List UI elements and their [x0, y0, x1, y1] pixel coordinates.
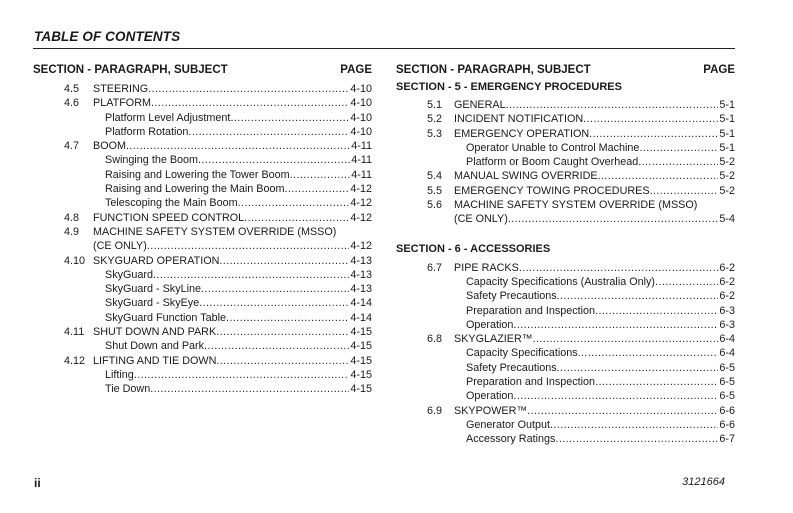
entry-number: 5.6: [427, 199, 443, 212]
entry-page: 5-2: [719, 184, 735, 197]
entry-title: Platform Rotation: [105, 125, 189, 138]
entry-title: Platform or Boom Caught Overhead: [466, 156, 639, 169]
dot-leader: [216, 354, 349, 368]
dot-leader: [244, 211, 349, 225]
dot-leader: [201, 282, 349, 296]
dot-leader: [533, 332, 719, 346]
entry-title: LIFTING AND TIE DOWN: [93, 354, 217, 367]
entry-page: 6-4: [719, 333, 735, 346]
entry-page: 4-10: [350, 97, 372, 110]
toc-entry: [396, 169, 735, 183]
toc-entry: [33, 268, 372, 282]
section-heading: SECTION - 6 - ACCESSORIES: [396, 242, 551, 255]
entry-page: 4-14: [350, 311, 372, 324]
toc-entry: [396, 332, 735, 346]
entry-number: 5.5: [427, 184, 443, 197]
entry-title: Telescoping the Main Boom: [105, 197, 238, 210]
dot-leader: [557, 289, 719, 303]
toc-entry: [396, 198, 735, 212]
column-heading: SECTION - PARAGRAPH, SUBJECT: [33, 64, 228, 76]
toc-entry: [396, 346, 735, 360]
entry-number: 4.5: [64, 83, 80, 95]
dot-leader: [598, 169, 719, 183]
dot-leader: [527, 404, 718, 418]
entry-title: Operation: [466, 390, 514, 403]
entry-title: SKYPOWER™: [454, 404, 528, 417]
toc-entry: [33, 296, 372, 310]
dot-leader: [147, 239, 350, 253]
dot-leader: [639, 141, 718, 155]
section-heading: SECTION - 5 - EMERGENCY PROCEDURES: [396, 81, 622, 93]
section-spacer: [396, 227, 735, 241]
entry-title: FUNCTION SPEED CONTROL: [93, 211, 245, 224]
entry-page: 4-12: [350, 197, 372, 210]
entry-page: 4-15: [350, 340, 372, 353]
dot-leader: [150, 382, 349, 396]
entry-number: 4.10: [64, 254, 86, 267]
entry-title: SKYGLAZIER™: [454, 333, 533, 346]
entry-title: EMERGENCY OPERATION: [454, 127, 590, 140]
dot-leader: [284, 182, 349, 196]
entry-page: 5-2: [719, 170, 735, 183]
toc-entry: [396, 112, 735, 126]
toc-entry: [33, 382, 372, 396]
dot-leader: [595, 304, 718, 318]
dot-leader: [238, 196, 350, 210]
entry-page: 4-15: [350, 383, 372, 396]
entry-page: 4-10: [350, 83, 372, 95]
entry-page: 6-3: [719, 304, 735, 317]
dot-leader: [506, 98, 719, 112]
entry-page: 4-11: [351, 168, 372, 181]
dot-leader: [513, 389, 718, 403]
entry-number: 6.9: [427, 404, 443, 417]
entry-title: Lifting: [105, 368, 134, 381]
entry-title: (CE ONLY): [93, 240, 147, 253]
dot-leader: [153, 268, 349, 282]
toc-entry: [33, 139, 372, 153]
entry-title: Platform Level Adjustment: [105, 111, 231, 124]
dot-leader: [226, 311, 349, 325]
toc-entry: [33, 225, 372, 239]
entry-number: 4.6: [64, 97, 80, 110]
entry-page: 6-7: [719, 433, 735, 446]
entry-page: 6-5: [719, 361, 735, 374]
entry-page: 4-15: [350, 368, 372, 381]
entry-title: Preparation and Inspection: [466, 376, 596, 389]
entry-page: 4-12: [350, 240, 372, 253]
dot-leader: [126, 139, 350, 153]
entry-page: 4-14: [350, 297, 372, 310]
toc-entry: [396, 261, 735, 275]
dot-leader: [148, 82, 349, 96]
toc-entry: [396, 98, 735, 112]
entry-number: 4.11: [64, 326, 85, 339]
entry-title: SHUT DOWN AND PARK: [93, 326, 217, 339]
entry-title: Capacity Specifications (Australia Only): [466, 275, 656, 288]
entry-title: MANUAL SWING OVERRIDE: [454, 170, 598, 183]
entry-number: 4.8: [64, 211, 80, 224]
entry-page: 4-11: [351, 154, 372, 167]
page-title: TABLE OF CONTENTS: [34, 29, 181, 44]
entry-title: Capacity Specifications: [466, 347, 578, 360]
toc-entry: [33, 125, 372, 139]
dot-leader: [578, 346, 719, 360]
entry-number: 6.8: [427, 333, 443, 346]
entry-page: 4-10: [350, 111, 372, 124]
entry-page: 5-1: [719, 99, 735, 111]
toc-entry: [33, 182, 372, 196]
entry-title: (CE ONLY): [454, 213, 508, 226]
toc-entry: [33, 153, 372, 167]
toc-entry: [33, 311, 372, 325]
dot-leader: [557, 361, 719, 375]
entry-title: GENERAL: [454, 99, 506, 111]
entry-title: SKYGUARD OPERATION: [93, 254, 220, 267]
entry-title: MACHINE SAFETY SYSTEM OVERRIDE (MSSO): [454, 199, 698, 212]
entry-page: 4-13: [350, 254, 372, 267]
entry-number: 5.4: [427, 170, 443, 183]
entry-page: 5-1: [719, 127, 735, 140]
dot-leader: [199, 296, 349, 310]
entry-title: EMERGENCY TOWING PROCEDURES: [454, 184, 650, 197]
toc-entry: [33, 368, 372, 382]
entry-title: SkyGuard Function Table: [105, 311, 227, 324]
toc-list: [396, 261, 735, 447]
entry-title: PIPE RACKS: [454, 261, 519, 274]
dot-leader: [555, 432, 718, 446]
toc-entry: [33, 96, 372, 110]
entry-page: 4-13: [350, 283, 372, 296]
entry-title: Operation: [466, 318, 514, 331]
dot-leader: [198, 153, 350, 167]
entry-number: 5.3: [427, 127, 443, 140]
entry-page: 4-12: [350, 211, 372, 224]
toc-entry: [396, 361, 735, 375]
entry-title: Swinging the Boom: [105, 154, 199, 167]
entry-title: Accessory Ratings: [466, 433, 556, 446]
toc-column-left: [33, 64, 372, 397]
entry-page: 6-6: [719, 418, 735, 431]
dot-leader: [550, 418, 718, 432]
dot-leader: [151, 96, 349, 110]
dot-leader: [188, 125, 349, 139]
toc-entry: [33, 354, 372, 368]
entry-title: SkyGuard - SkyLine: [105, 283, 202, 296]
entry-number: 5.2: [427, 113, 443, 126]
entry-page: 6-2: [719, 275, 735, 288]
entry-title: Operator Unable to Control Machine: [466, 141, 640, 154]
title-rule: [33, 48, 735, 49]
toc-entry: [33, 325, 372, 339]
toc-entry: [33, 254, 372, 268]
column-header: [396, 64, 735, 82]
dot-leader: [589, 127, 718, 141]
dot-leader: [134, 368, 350, 382]
dot-leader: [219, 254, 349, 268]
entry-page: 5-4: [719, 213, 735, 226]
toc-entry: [33, 339, 372, 353]
entry-title: SkyGuard: [105, 268, 154, 281]
toc-entry: [396, 375, 735, 389]
entry-page: 6-5: [719, 376, 735, 389]
toc-entry: [396, 184, 735, 198]
document-number: 3121664: [682, 476, 725, 488]
entry-page: 6-2: [719, 290, 735, 303]
column-heading: SECTION - PARAGRAPH, SUBJECT: [396, 64, 591, 76]
entry-title: Tie Down: [105, 383, 151, 396]
dot-leader: [290, 168, 351, 182]
entry-page: 6-4: [719, 347, 735, 360]
toc-entry: [33, 211, 372, 225]
entry-title: SkyGuard - SkyEye: [105, 297, 200, 310]
entry-page: 4-10: [350, 125, 372, 138]
entry-number: 5.1: [427, 99, 443, 111]
entry-title: Preparation and Inspection: [466, 304, 596, 317]
entry-title: Raising and Lowering the Tower Boom: [105, 168, 290, 181]
dot-leader: [230, 111, 349, 125]
column-header: [33, 64, 372, 82]
dot-leader: [513, 318, 718, 332]
entry-title: MACHINE SAFETY SYSTEM OVERRIDE (MSSO): [93, 225, 337, 238]
entry-title: Shut Down and Park: [105, 340, 205, 353]
toc-entry: [396, 212, 735, 226]
entry-title: Safety Precautions: [466, 290, 557, 303]
entry-page: 5-1: [719, 141, 735, 154]
toc-entry: [33, 168, 372, 182]
entry-page: 4-15: [350, 326, 372, 339]
dot-leader: [508, 212, 719, 226]
dot-leader: [204, 339, 349, 353]
entry-page: 5-1: [719, 113, 735, 126]
entry-number: 4.9: [64, 225, 80, 238]
toc-entry: [396, 155, 735, 169]
dot-leader: [638, 155, 718, 169]
toc-entry: [396, 418, 735, 432]
entry-title: Safety Precautions: [466, 361, 557, 374]
entry-page: 4-12: [350, 183, 372, 196]
toc-entry: [33, 239, 372, 253]
toc-list: [33, 82, 372, 397]
entry-page: 6-6: [719, 404, 735, 417]
entry-page: 4-11: [351, 140, 372, 153]
toc-entry: [33, 82, 372, 96]
toc-entry: [396, 127, 735, 141]
toc-entry: [396, 432, 735, 446]
toc-entry: [396, 318, 735, 332]
dot-leader: [595, 375, 718, 389]
toc-entry: [396, 275, 735, 289]
toc-entry: [396, 289, 735, 303]
entry-title: STEERING: [93, 83, 149, 95]
entry-page: 6-2: [719, 261, 735, 274]
page-number: ii: [34, 476, 41, 490]
toc-entry: [396, 404, 735, 418]
page-label: PAGE: [340, 64, 372, 76]
page-label: PAGE: [703, 64, 735, 76]
entry-title: BOOM: [93, 140, 126, 153]
toc-entry: [396, 141, 735, 155]
entry-page: 5-2: [719, 156, 735, 169]
dot-leader: [519, 261, 719, 275]
toc-entry: [33, 282, 372, 296]
dot-leader: [650, 184, 719, 198]
entry-title: PLATFORM: [93, 97, 151, 110]
toc-entry: [33, 196, 372, 210]
dot-leader: [583, 112, 718, 126]
entry-page: 4-15: [350, 354, 372, 367]
entry-title: Generator Output: [466, 418, 551, 431]
toc-list: [396, 98, 735, 227]
entry-page: 4-13: [350, 268, 372, 281]
entry-title: INCIDENT NOTIFICATION: [454, 113, 584, 126]
toc-entry: [33, 111, 372, 125]
toc-entry: [396, 389, 735, 403]
dot-leader: [216, 325, 349, 339]
entry-page: 6-3: [719, 318, 735, 331]
toc-entry: [396, 304, 735, 318]
dot-leader: [655, 275, 718, 289]
entry-title: Raising and Lowering the Main Boom: [105, 183, 285, 196]
entry-number: 4.12: [64, 354, 86, 367]
entry-number: 4.7: [64, 140, 80, 153]
toc-column-right: [396, 64, 735, 447]
entry-page: 6-5: [719, 390, 735, 403]
entry-number: 6.7: [427, 261, 443, 274]
